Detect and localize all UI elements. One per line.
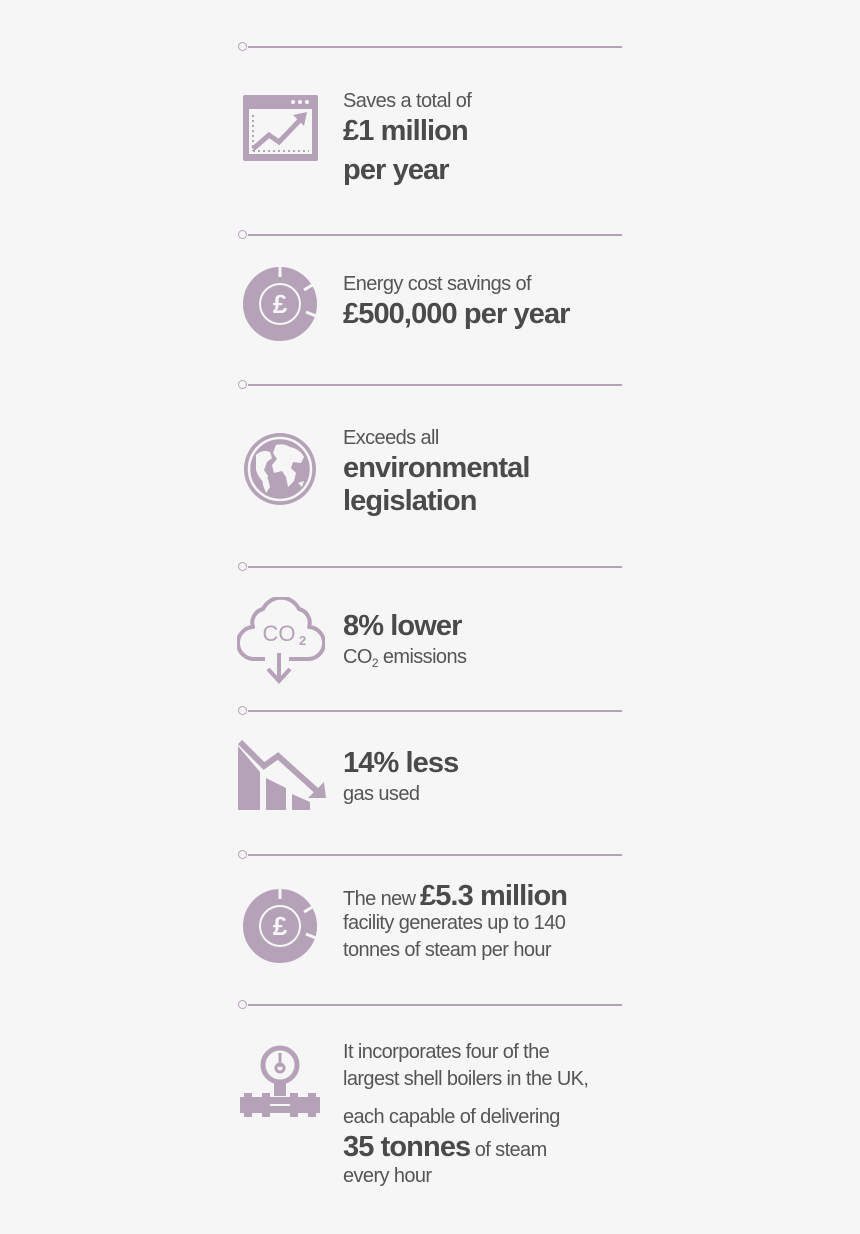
boilers-line-1: It incorporates four of the — [343, 1041, 550, 1063]
declining-bars-icon — [238, 740, 328, 810]
energy-cost-amount: £500,000 per year — [343, 298, 570, 330]
section-divider — [238, 705, 622, 717]
environment-intro: Exceeds all — [343, 427, 439, 449]
boilers-headline: 35 tonnes of steam — [343, 1131, 547, 1163]
section-divider — [238, 849, 622, 861]
section-divider — [238, 41, 622, 53]
svg-text:£: £ — [272, 289, 288, 319]
co2-cloud-icon — [237, 597, 325, 687]
boilers-line-2: largest shell boilers in the UK, — [343, 1068, 589, 1090]
savings-period: per year — [343, 154, 449, 187]
facility-line-1: facility generates up to 140 — [343, 912, 566, 935]
co2-headline: 8% lower — [343, 610, 462, 642]
gas-headline: 14% less — [343, 747, 459, 779]
savings-text — [343, 89, 471, 188]
boilers-line-3: each capable of delivering — [343, 1106, 560, 1128]
svg-text:CO: CO — [262, 621, 296, 646]
pound-donut-icon — [242, 888, 318, 964]
gas-text — [343, 747, 458, 806]
environment-text — [343, 426, 530, 519]
environment-headline-2: legislation — [343, 485, 477, 518]
section-divider — [238, 229, 622, 241]
co2-text — [343, 610, 466, 671]
section-divider — [238, 379, 622, 391]
pressure-gauge-pipe-icon — [240, 1045, 322, 1121]
section-divider — [238, 999, 622, 1011]
savings-intro: Saves a total of — [343, 90, 472, 112]
energy-cost-intro: Energy cost savings of — [343, 273, 532, 295]
gas-caption: gas used — [343, 783, 420, 806]
boilers-line-4: every hour — [343, 1165, 432, 1188]
pound-donut-icon — [242, 266, 318, 342]
section-divider — [238, 561, 622, 573]
energy-cost-text — [343, 272, 570, 331]
environment-headline-1: environmental — [343, 452, 530, 484]
savings-amount: £1 million — [343, 115, 468, 147]
globe-icon — [242, 431, 318, 507]
facility-headline: The new £5.3 million — [343, 880, 568, 912]
facility-line-2: tonnes of steam per hour — [343, 939, 551, 962]
facility-text — [343, 880, 567, 962]
svg-text:2: 2 — [299, 633, 307, 648]
line-chart-icon — [243, 95, 318, 161]
co2-caption: $CO_2$ emissions — [343, 646, 467, 671]
svg-text:£: £ — [272, 911, 288, 941]
boilers-text — [343, 1040, 588, 1188]
